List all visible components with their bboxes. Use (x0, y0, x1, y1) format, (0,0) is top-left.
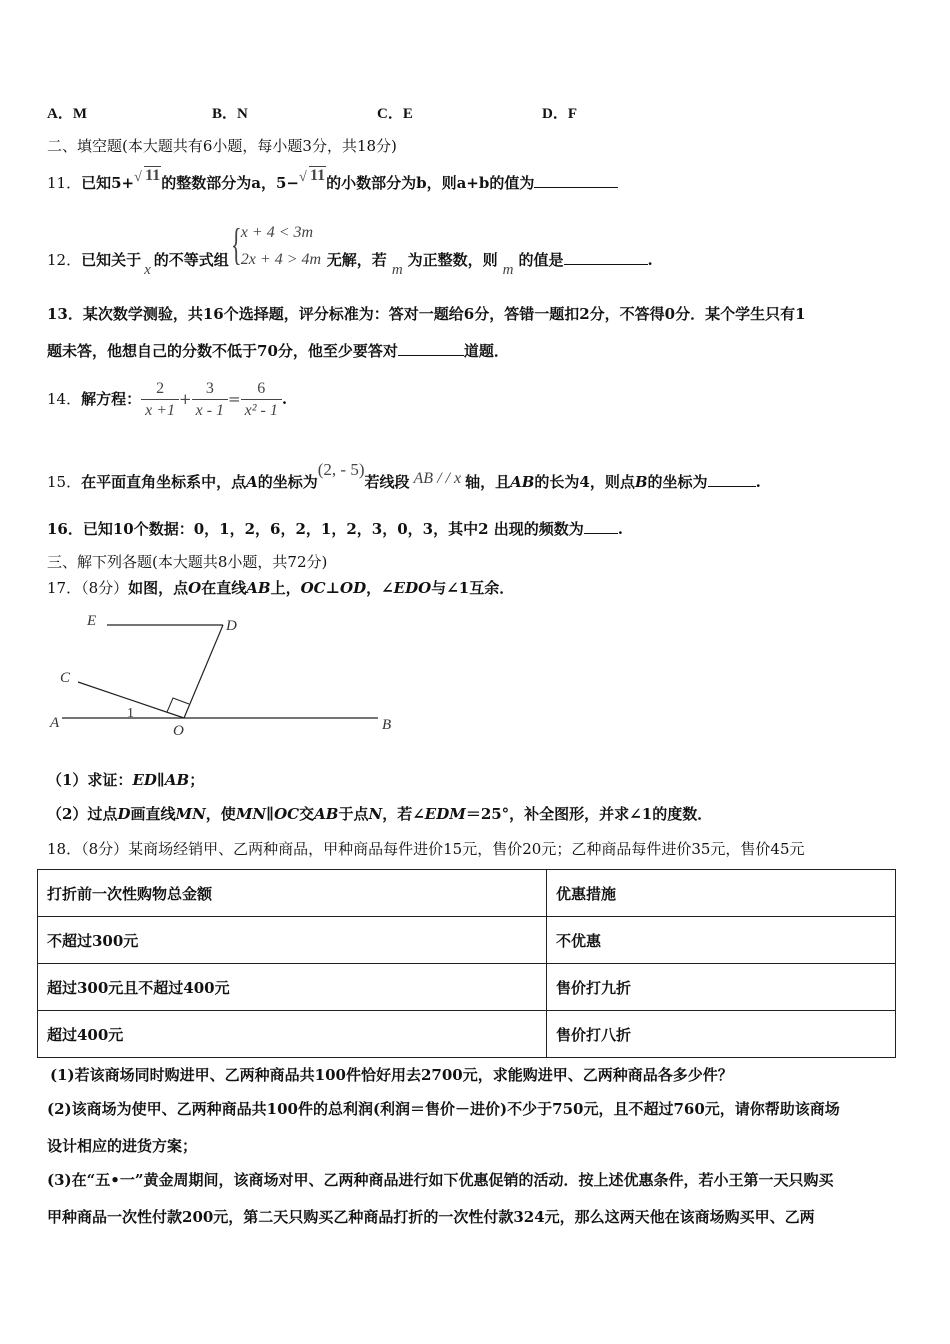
question-17: 17．（8分）如图，点O在直线AB上，OC⊥OD，∠EDO与∠1互余． (47, 579, 515, 597)
fraction-3: $\frac{6}{\text{x² - 1}}$ (241, 379, 282, 422)
answer-blank (584, 519, 618, 534)
table-cell: 超过300元且不超过400元 (38, 964, 547, 1011)
answer-blank (564, 250, 648, 265)
question-13-line-1: 13．某次数学测验，共16个选择题，评分标准为：答对一题给6分，答错一题扣2分，不答得0分．某个学生只有1 (47, 305, 806, 323)
section-2-heading: 二、填空题(本大题共有6小题，每小题3分，共18分) (47, 137, 397, 155)
label-b: B (382, 717, 392, 733)
geometry-figure (40, 604, 410, 744)
question-18-part-3-line-1: (3)在“五•一”黄金周期间，该商场对甲、乙两种商品进行如下优惠促销的活动．按上述优惠条件，若小王第一天只购买 (47, 1171, 834, 1189)
inequality-system: { x + 4 < 3m 2x + 4 > 4m (230, 220, 322, 269)
option-a: A．M (47, 106, 87, 122)
label-d: D (226, 618, 237, 634)
table-cell: 售价打九折 (547, 964, 896, 1011)
fraction-1: $\frac{2}{x +1}$ (141, 379, 179, 422)
table-header-row (38, 870, 896, 917)
table-row (38, 1011, 896, 1058)
question-18: 18．（8分）某商场经销甲、乙两种商品，甲种商品每件进价15元，售价20元；乙种商品每件进价35元，售价45元 (47, 840, 805, 858)
label-o: O (173, 723, 184, 739)
table-cell: 不超过300元 (38, 917, 547, 964)
table-row (38, 917, 896, 964)
table-cell: 不优惠 (547, 917, 896, 964)
table-header-cell: 打折前一次性购物总金额 (38, 870, 547, 917)
sqrt-11-b: √ 11 (298, 167, 326, 185)
table-header-cell: 优惠措施 (547, 870, 896, 917)
answer-blank (398, 341, 464, 356)
question-18-part-3-line-2: 甲种商品一次性付款200元，第二天只购买乙种商品打折的一次性付款324元，那么这两天他在该商场购买甲、乙两 (47, 1208, 815, 1226)
discount-table (37, 869, 896, 1058)
table-cell: 售价打八折 (547, 1011, 896, 1058)
fraction-2: $\frac{3}{x - 1}$ (192, 379, 228, 422)
sqrt-11-a: √ 11 (134, 167, 161, 185)
option-b: B．N (212, 106, 248, 122)
option-d: D．F (542, 106, 577, 122)
table-row (38, 964, 896, 1011)
option-c: C．E (377, 106, 413, 122)
table-cell: 超过400元 (38, 1011, 547, 1058)
question-18-part-2-line-2: 设计相应的进货方案； (47, 1137, 198, 1155)
label-1: 1 (127, 706, 134, 721)
answer-blank (534, 173, 618, 188)
section-3-heading: 三、解下列各题(本大题共8小题，共72分) (47, 553, 328, 571)
question-18-part-2-line-1: (2)该商场为使甲、乙两种商品共100件的总利润(利润＝售价－进价)不少于750元，且不超过760元，请你帮助该商场 (47, 1100, 840, 1118)
question-15: 15．在平面直角坐标系中，点A的坐标为(2, - 5)若线段 AB / / x 轴，且AB的长为4，则点B的坐标为 . (47, 460, 761, 491)
question-16: 16．已知10个数据：0，1，2，6，2，1，2，3，0，3，其中2 出现的频数为 . (47, 520, 624, 538)
question-14: 14．解方程： $\frac{2}{x +1}$ + $\frac{3}{x - 1}$ = $\frac{6}{\text{x² - 1}}$ . (47, 376, 287, 422)
question-17-part-1: （1）求证：ED∥AB； (47, 771, 205, 789)
label-e: E (87, 613, 97, 629)
line-od (184, 625, 223, 718)
label-c: C (60, 670, 71, 686)
label-a: A (50, 715, 60, 731)
answer-blank (708, 472, 756, 487)
question-18-part-1: (1)若该商场同时购进甲、乙两种商品共100件恰好用去2700元，求能购进甲、乙两种商品各多少件？ (50, 1066, 733, 1084)
question-11: 11．已知5+ √ 11的整数部分为a，5− √ 11的小数部分为b，则a+b的值为 (47, 173, 618, 194)
question-12: 12．已知关于x的不等式组 { x + 4 < 3m 2x + 4 > 4m 无解，若m为正整数，则m的值是 . (47, 220, 653, 278)
question-13-line-2: 题未答，他想自己的分数不低于70分，他至少要答对 道题． (47, 342, 509, 360)
right-angle-mark (167, 698, 189, 712)
question-17-part-2: （2）过点D画直线MN，使MN∥OC交AB于点N，若∠EDM＝25°，补全图形，并求∠1的度数． (47, 805, 713, 823)
